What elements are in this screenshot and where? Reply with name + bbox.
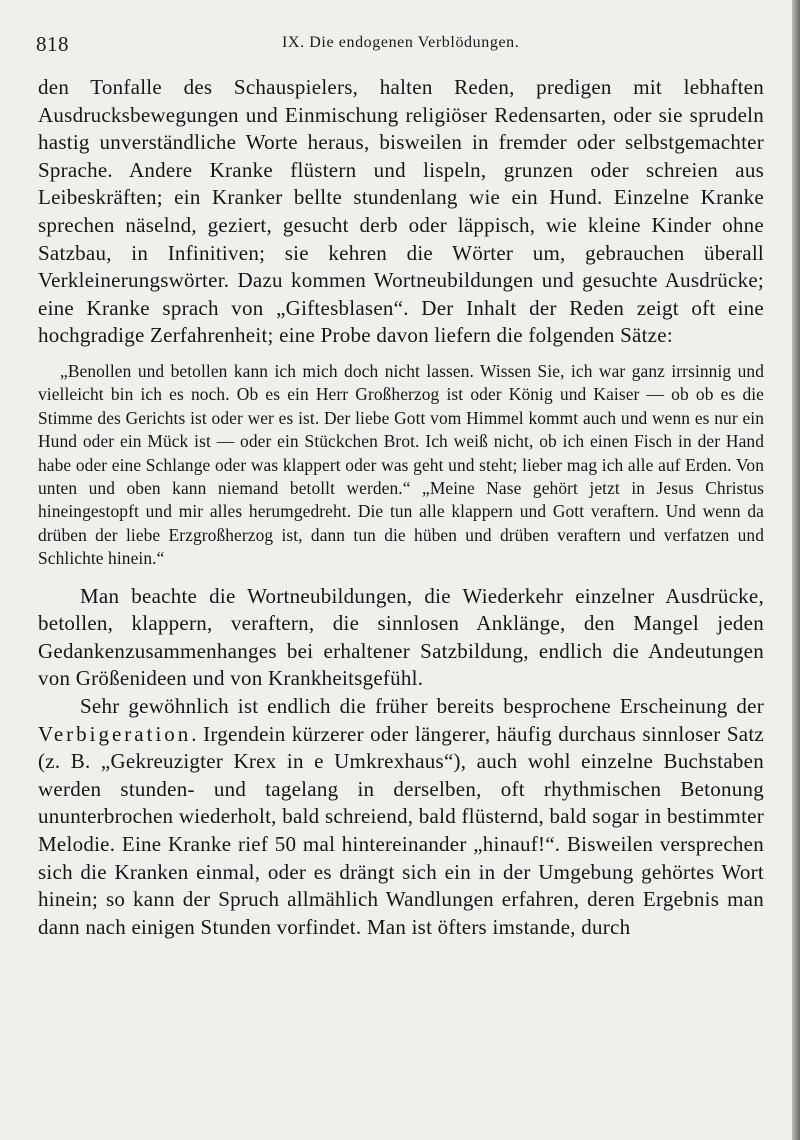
page-edge-shadow [792,0,800,1140]
page-number: 818 [36,32,69,56]
paragraph-1: den Tonfalle des Schauspielers, halten Reden, predigen mit lebhaften Ausdrucksbewegungen und Einmischung religiöser Redensarten, oder sie sprudeln hastig unverständliche Worte heraus, bisweilen in fremder oder selbstgemachter Sprache. Andere Kranke flüstern und lispeln, grunzen oder schreien aus Leibeskräften; ein Kranker bellte stundenlang wie ein Hund. Einzelne Kranke sprechen näselnd, geziert, gesucht derb oder läppisch, wie kleine Kinder ohne Satzbau, in Infinitiven; sie kehren die Wörter um, gebrauchen überall Verkleinerungswörter. Dazu kommen Wortneubildungen und gesuchte Ausdrücke; eine Kranke sprach von „Giftesblasen“. Der Inhalt der Reden zeigt oft eine hochgradige Zerfahrenheit; eine Probe davon liefern die folgenden Sätze: [38,75,764,348]
paragraph-3 [38,693,764,941]
paragraph-3-text-start: Sehr gewöhnlich ist endlich die früher bereits besprochene Erscheinung der [80,693,764,718]
quoted-speech-sample: „Benollen und betollen kann ich mich doch nicht lassen. Wissen Sie, ich war ganz irrsinnig und vielleicht bin ich es noch. Ob es ein Herr Großherzog ist oder König und Kaiser — ob ob es die Stimme des Gerichts ist oder wer es ist. Der liebe Gott vom Himmel kommt auch und wenn es nur ein Hund oder ein Mück ist — oder ein Stückchen Brot. Ich weiß nicht, ob ich einen Fisch in der Hand habe oder eine Schlange oder was klappert oder was geht und steht; lieber mag ich alle auf Erden. Von unten und oben kann niemand betollt werden.“ „Meine Nase gehört jetzt in Jesus Christus hineingestopft und mir alles herumgedreht. Die tun alle klappern und Gott veraftern. Und wenn da drüben der liebe Erzgroßherzog ist, dann tun die hüben und drüben veraftern und verfatzen und Schlichte hinein.“ [38,360,764,569]
page-body [38,74,764,941]
paragraph-3-text-end: . Irgendein kürzerer oder längerer, häufig durchaus sinnloser Satz (z. B. „Gekreuzigter Krex in e Umkrexhaus“), auch wohl einzelne Buchstaben werden stunden- und tagelang in derselben, oft rhythmischen Betonung ununterbrochen wiederholt, bald schreiend, bald flüsternd, bald sogar in bestimmter Melodie. Eine Kranke rief 50 mal hintereinander „hinauf!“. Bisweilen versprechen sich die Kranken einmal, oder es drängt sich ein in der Umgebung gehörtes Wort hinein; so kann der Spruch allmählich Wandlungen erfahren, deren Ergebnis man dann nach einigen Stunden vorfindet. Man ist öfters imstande, durch [38,721,764,939]
emphasized-term-verbigeration: Verbigeration [38,721,192,746]
running-title: IX. Die endogenen Verblödungen. [282,34,520,51]
page-header [36,32,756,56]
paragraph-2: Man beachte die Wortneubildungen, die Wiederkehr einzelner Ausdrücke, betollen, klappern, veraftern, die sinnlosen Anklänge, den Mangel jeden Gedankenzusammenhanges bei erhaltener Satzbildung, endlich die Andeutungen von Größenideen und von Krankheitsgefühl. [38,583,764,691]
